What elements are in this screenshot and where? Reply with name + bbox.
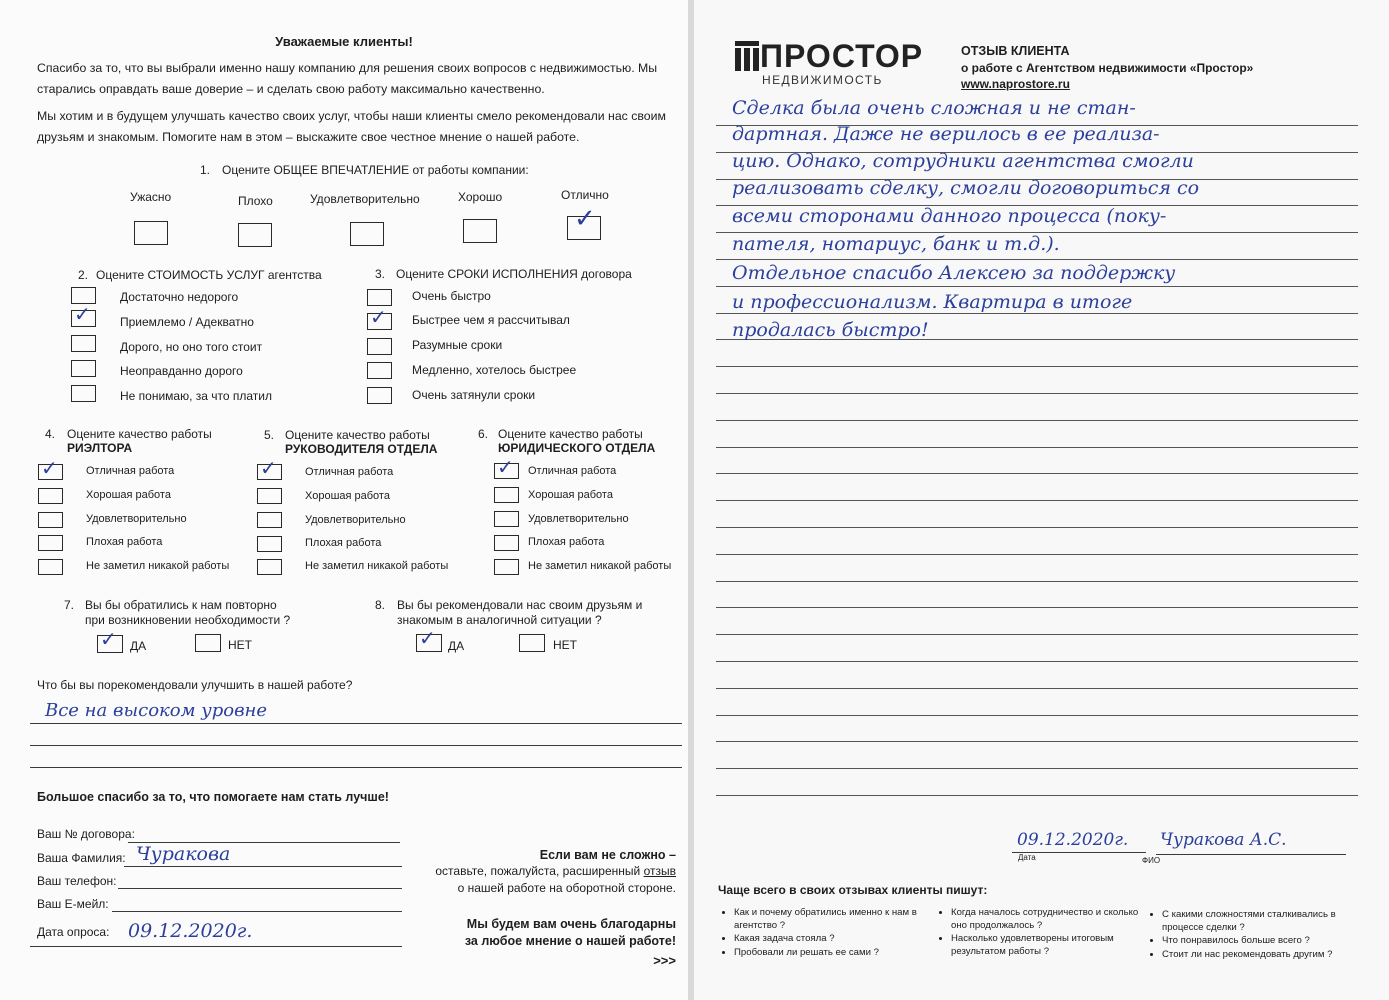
signature-name-line — [1156, 854, 1346, 855]
q3-option-label: Быстрее чем я рассчитывал — [412, 313, 570, 327]
tips-column-1 — [722, 907, 934, 960]
tip-item: • Пробовали ли решать ее сами ? — [734, 947, 934, 960]
q6-checkbox[interactable] — [494, 559, 519, 575]
review-link[interactable]: отзыв — [643, 864, 676, 878]
q3-checkbox[interactable] — [367, 387, 392, 404]
improve-answer: Все на высоком уровне — [45, 700, 268, 721]
signature-name: Чуракова А.С. — [1160, 830, 1287, 850]
q4-checkbox[interactable] — [38, 456, 63, 480]
ruled-line — [716, 795, 1358, 796]
tips-column-3 — [1150, 909, 1362, 962]
q7-no-checkbox[interactable] — [195, 634, 221, 652]
q5-checkbox[interactable] — [257, 488, 282, 504]
review-line: реализовать сделку, смогли договориться со — [732, 177, 1200, 199]
q8-no-checkbox[interactable] — [519, 634, 545, 652]
review-line: дартная. Даже не верилось в ее реализа- — [732, 123, 1160, 145]
q4-option-label: Удовлетворительно — [86, 513, 187, 525]
ruled-line — [716, 393, 1358, 394]
surname-value[interactable]: Чуракова — [136, 843, 231, 865]
improve-question: Что бы вы порекомендовали улучшить в нашей работе? — [37, 678, 353, 692]
q6-option-label: Хорошая работа — [528, 489, 613, 501]
q8-yes-checkbox[interactable] — [416, 626, 442, 652]
date-label: Дата опроса: — [37, 925, 110, 939]
q6-checkbox[interactable] — [494, 455, 519, 479]
q5-title: Оцените качество работы — [285, 428, 430, 442]
q3-checkbox[interactable] — [367, 338, 392, 355]
check-mark-icon: ✓ — [497, 455, 514, 479]
ruled-line — [716, 420, 1358, 421]
q5-checkbox[interactable] — [257, 512, 282, 528]
callout-line-2: оставьте, пожалуйста, расширенный отзыв — [435, 864, 676, 878]
greeting-heading: Уважаемые клиенты! — [275, 34, 413, 49]
q2-number: 2. — [78, 268, 89, 282]
q5-option-label: Отличная работа — [305, 466, 394, 478]
q6-number: 6. — [478, 427, 489, 441]
q1-checkbox-awful[interactable] — [134, 221, 168, 245]
q4-option-label: Не заметил никакой работы — [86, 560, 230, 572]
q6-option-label: Не заметил никакой работы — [528, 560, 672, 572]
q3-checkbox[interactable] — [367, 289, 392, 306]
review-subtitle: о работе с Агентством недвижимости «Простор» — [961, 61, 1254, 75]
q7-title-cont: при возникновении необходимости ? — [85, 613, 291, 627]
q1-option-label: Плохо — [238, 194, 273, 208]
ruled-line — [716, 259, 1358, 260]
tip-item: • Что понравилось больше всего ? — [1162, 935, 1362, 948]
check-mark-icon: ✓ — [100, 627, 117, 651]
q1-checkbox-satisfactory[interactable] — [350, 222, 384, 246]
tip-item: • Когда началось сотрудничество и сколько оно продолжалось ? — [951, 907, 1151, 932]
tip-item: • С какими сложностями сталкивались в процессе сделки ? — [1162, 909, 1362, 934]
q1-checkbox-good[interactable] — [463, 219, 497, 243]
q8-title-cont: знакомым в аналогичной ситуации ? — [397, 613, 602, 627]
phone-line — [118, 888, 402, 889]
q3-option-label: Очень быстро — [412, 289, 491, 303]
signature-name-label: ФИО — [1142, 856, 1161, 865]
signature-date-label: Дата — [1018, 853, 1036, 862]
q8-number: 8. — [375, 598, 386, 612]
q3-number: 3. — [375, 267, 386, 281]
q3-option-label: Очень затянули сроки — [412, 388, 536, 402]
q8-title: Вы бы рекомендовали нас своим друзьям и — [397, 598, 643, 612]
turn-page-arrows[interactable]: >>> — [653, 953, 676, 968]
q7-yes-checkbox[interactable] — [97, 627, 123, 653]
ruled-line — [716, 581, 1358, 582]
q2-option-label: Неоправданно дорого — [120, 364, 243, 378]
q6-title: Оцените качество работы — [498, 427, 643, 441]
q2-title: Оцените СТОИМОСТЬ УСЛУГ агентства — [96, 268, 322, 282]
ruled-line — [716, 768, 1358, 769]
review-line: пателя, нотариус, банк и т.д.). — [732, 233, 1060, 255]
q5-checkbox[interactable] — [257, 559, 282, 575]
survey-page — [0, 0, 688, 1000]
review-line: цию. Однако, сотрудники агентства смогли — [732, 150, 1194, 172]
q4-number: 4. — [45, 427, 56, 441]
check-mark-icon: ✓ — [260, 456, 277, 480]
check-mark-icon: ✓ — [41, 456, 58, 480]
logo-p-icon — [734, 40, 760, 72]
logo-subtitle: НЕДВИЖИМОСТЬ — [762, 73, 883, 87]
ruled-line — [716, 500, 1358, 501]
q5-checkbox[interactable] — [257, 536, 282, 552]
tip-item: • Какая задача стояла ? — [734, 933, 934, 946]
q3-option-label: Медленно, хотелось быстрее — [412, 363, 577, 377]
tip-item: • Стоит ли нас рекомендовать другим ? — [1162, 949, 1362, 962]
ruled-line — [716, 741, 1358, 742]
q4-checkbox[interactable] — [38, 488, 63, 504]
tip-item: • Насколько удовлетворены итоговым результатом работы ? — [951, 933, 1151, 958]
q5-checkbox[interactable] — [257, 456, 282, 480]
q2-checkbox[interactable] — [71, 360, 96, 377]
check-mark-icon: ✓ — [419, 626, 436, 650]
q8-yes-label: ДА — [448, 639, 465, 653]
q2-option-label: Достаточно недорого — [120, 290, 239, 304]
intro-paragraph-2: Мы хотим и в будущем улучшать качество своих услуг, чтобы наши клиенты смело рекомендовали нас своим друзьям и знакомым. Помогите нам в этом – выскажите свое честное мнение о нашей работе. — [37, 109, 666, 144]
q8-no-label: НЕТ — [553, 638, 577, 652]
review-line: и профессионализм. Квартира в итоге — [732, 291, 1133, 313]
ruled-line — [716, 554, 1358, 555]
intro-paragraph-1: Спасибо за то, что вы выбрали именно нашу компанию для решения своих вопросов с недвижимостью. Мы старались оправдать ваше доверие – и сделать свою работу максимально качественно. — [37, 61, 658, 96]
callout-heading: Если вам не сложно – — [539, 848, 676, 862]
answer-line — [30, 723, 682, 724]
q3-title: Оцените СРОКИ ИСПОЛНЕНИЯ договора — [396, 267, 632, 281]
website-link[interactable]: www.naprostore.ru — [961, 77, 1070, 91]
q4-title-subject: РИЭЛТОРА — [67, 441, 133, 455]
ruled-line — [716, 527, 1358, 528]
q1-title: Оцените ОБЩЕЕ ВПЕЧАТЛЕНИЕ от работы компании: — [222, 163, 529, 177]
review-line: Отдельное спасибо Алексею за поддержку — [732, 262, 1176, 284]
answer-line — [30, 745, 682, 746]
ruled-line — [716, 715, 1358, 716]
phone-label: Ваш телефон: — [37, 874, 117, 888]
q2-checkbox[interactable] — [71, 385, 96, 402]
q6-option-label: Плохая работа — [528, 536, 605, 548]
q1-option-label: Ужасно — [130, 190, 172, 204]
tips-heading: Чаще всего в своих отзывах клиенты пишут: — [718, 883, 988, 897]
callout-gratitude-2: за любое мнение о нашей работе! — [464, 934, 676, 948]
callout-gratitude-1: Мы будем вам очень благодарны — [466, 917, 676, 931]
date-value[interactable]: 09.12.2020г. — [128, 920, 253, 942]
q2-option-label: Не понимаю, за что платил — [120, 389, 273, 403]
q5-option-label: Удовлетворительно — [305, 514, 406, 526]
q3-checkbox[interactable] — [367, 362, 392, 379]
q1-checkbox-bad[interactable] — [238, 223, 272, 247]
ruled-line — [716, 286, 1358, 287]
email-label: Ваш Е-мейл: — [37, 897, 109, 911]
q4-checkbox[interactable] — [38, 535, 63, 551]
q1-option-label: Отлично — [561, 188, 609, 202]
signature-date: 09.12.2020г. — [1017, 830, 1129, 850]
q1-checkbox-excellent[interactable] — [567, 204, 601, 240]
q2-checkbox[interactable] — [71, 302, 96, 327]
q4-checkbox[interactable] — [38, 559, 63, 575]
q5-number: 5. — [264, 428, 275, 442]
ruled-line — [716, 607, 1358, 608]
ruled-line — [716, 634, 1358, 635]
surname-label: Ваша Фамилия: — [37, 851, 126, 865]
callout-line-3: о нашей работе на оборотной стороне. — [457, 881, 676, 895]
q4-title: Оцените качество работы — [67, 427, 212, 441]
q4-option-label: Хорошая работа — [86, 489, 171, 501]
tips-column-2 — [939, 907, 1151, 959]
ruled-line — [716, 688, 1358, 689]
q6-checkbox[interactable] — [494, 511, 519, 527]
q1-number: 1. — [200, 163, 211, 177]
ruled-line — [716, 661, 1358, 662]
check-mark-icon: ✓ — [370, 305, 387, 329]
contract-label: Ваш № договора: — [37, 827, 135, 841]
q4-checkbox[interactable] — [38, 512, 63, 528]
q2-checkbox[interactable] — [71, 335, 96, 352]
q5-option-label: Не заметил никакой работы — [305, 560, 449, 572]
q1-option-label: Хорошо — [458, 190, 503, 204]
q1-option-label: Удовлетворительно — [310, 192, 420, 206]
q7-number: 7. — [64, 598, 75, 612]
check-mark-icon: ✓ — [574, 204, 596, 234]
q6-title-subject: ЮРИДИЧЕСКОГО ОТДЕЛА — [498, 441, 656, 455]
check-mark-icon: ✓ — [74, 302, 91, 326]
q4-option-label: Плохая работа — [86, 536, 163, 548]
ruled-line — [716, 447, 1358, 448]
date-line — [30, 946, 402, 947]
email-line — [112, 911, 402, 912]
thanks-text: Большое спасибо за то, что помогаете нам стать лучше! — [37, 790, 389, 804]
review-line: продалась быстро! — [732, 319, 929, 341]
q7-no-label: НЕТ — [228, 638, 252, 652]
ruled-line — [716, 473, 1358, 474]
review-title: ОТЗЫВ КЛИЕНТА — [961, 44, 1070, 58]
q6-checkbox[interactable] — [494, 487, 519, 503]
q7-yes-label: ДА — [130, 639, 147, 653]
answer-line — [30, 767, 682, 768]
review-page — [694, 0, 1389, 1000]
surname-line — [124, 866, 402, 867]
q3-option-label: Разумные сроки — [412, 338, 503, 352]
q5-option-label: Плохая работа — [305, 537, 382, 549]
q7-title: Вы бы обратились к нам повторно — [85, 598, 277, 612]
q2-option-label: Приемлемо / Адекватно — [120, 315, 254, 329]
q6-option-label: Отличная работа — [528, 465, 617, 477]
q2-option-label: Дорого, но оно того стоит — [120, 340, 263, 354]
q5-title-subject: РУКОВОДИТЕЛЯ ОТДЕЛА — [285, 442, 438, 456]
logo-brand: ПРОСТОР — [760, 38, 924, 74]
q4-option-label: Отличная работа — [86, 465, 175, 477]
tip-item: • Как и почему обратились именно к нам в агентство ? — [734, 907, 934, 932]
review-line: всеми сторонами данного процесса (поку- — [732, 205, 1167, 227]
q6-option-label: Удовлетворительно — [528, 513, 629, 525]
q3-checkbox[interactable] — [367, 305, 392, 330]
review-line: Сделка была очень сложная и не стан- — [732, 97, 1136, 119]
ruled-line — [716, 366, 1358, 367]
q5-option-label: Хорошая работа — [305, 490, 390, 502]
q6-checkbox[interactable] — [494, 535, 519, 551]
